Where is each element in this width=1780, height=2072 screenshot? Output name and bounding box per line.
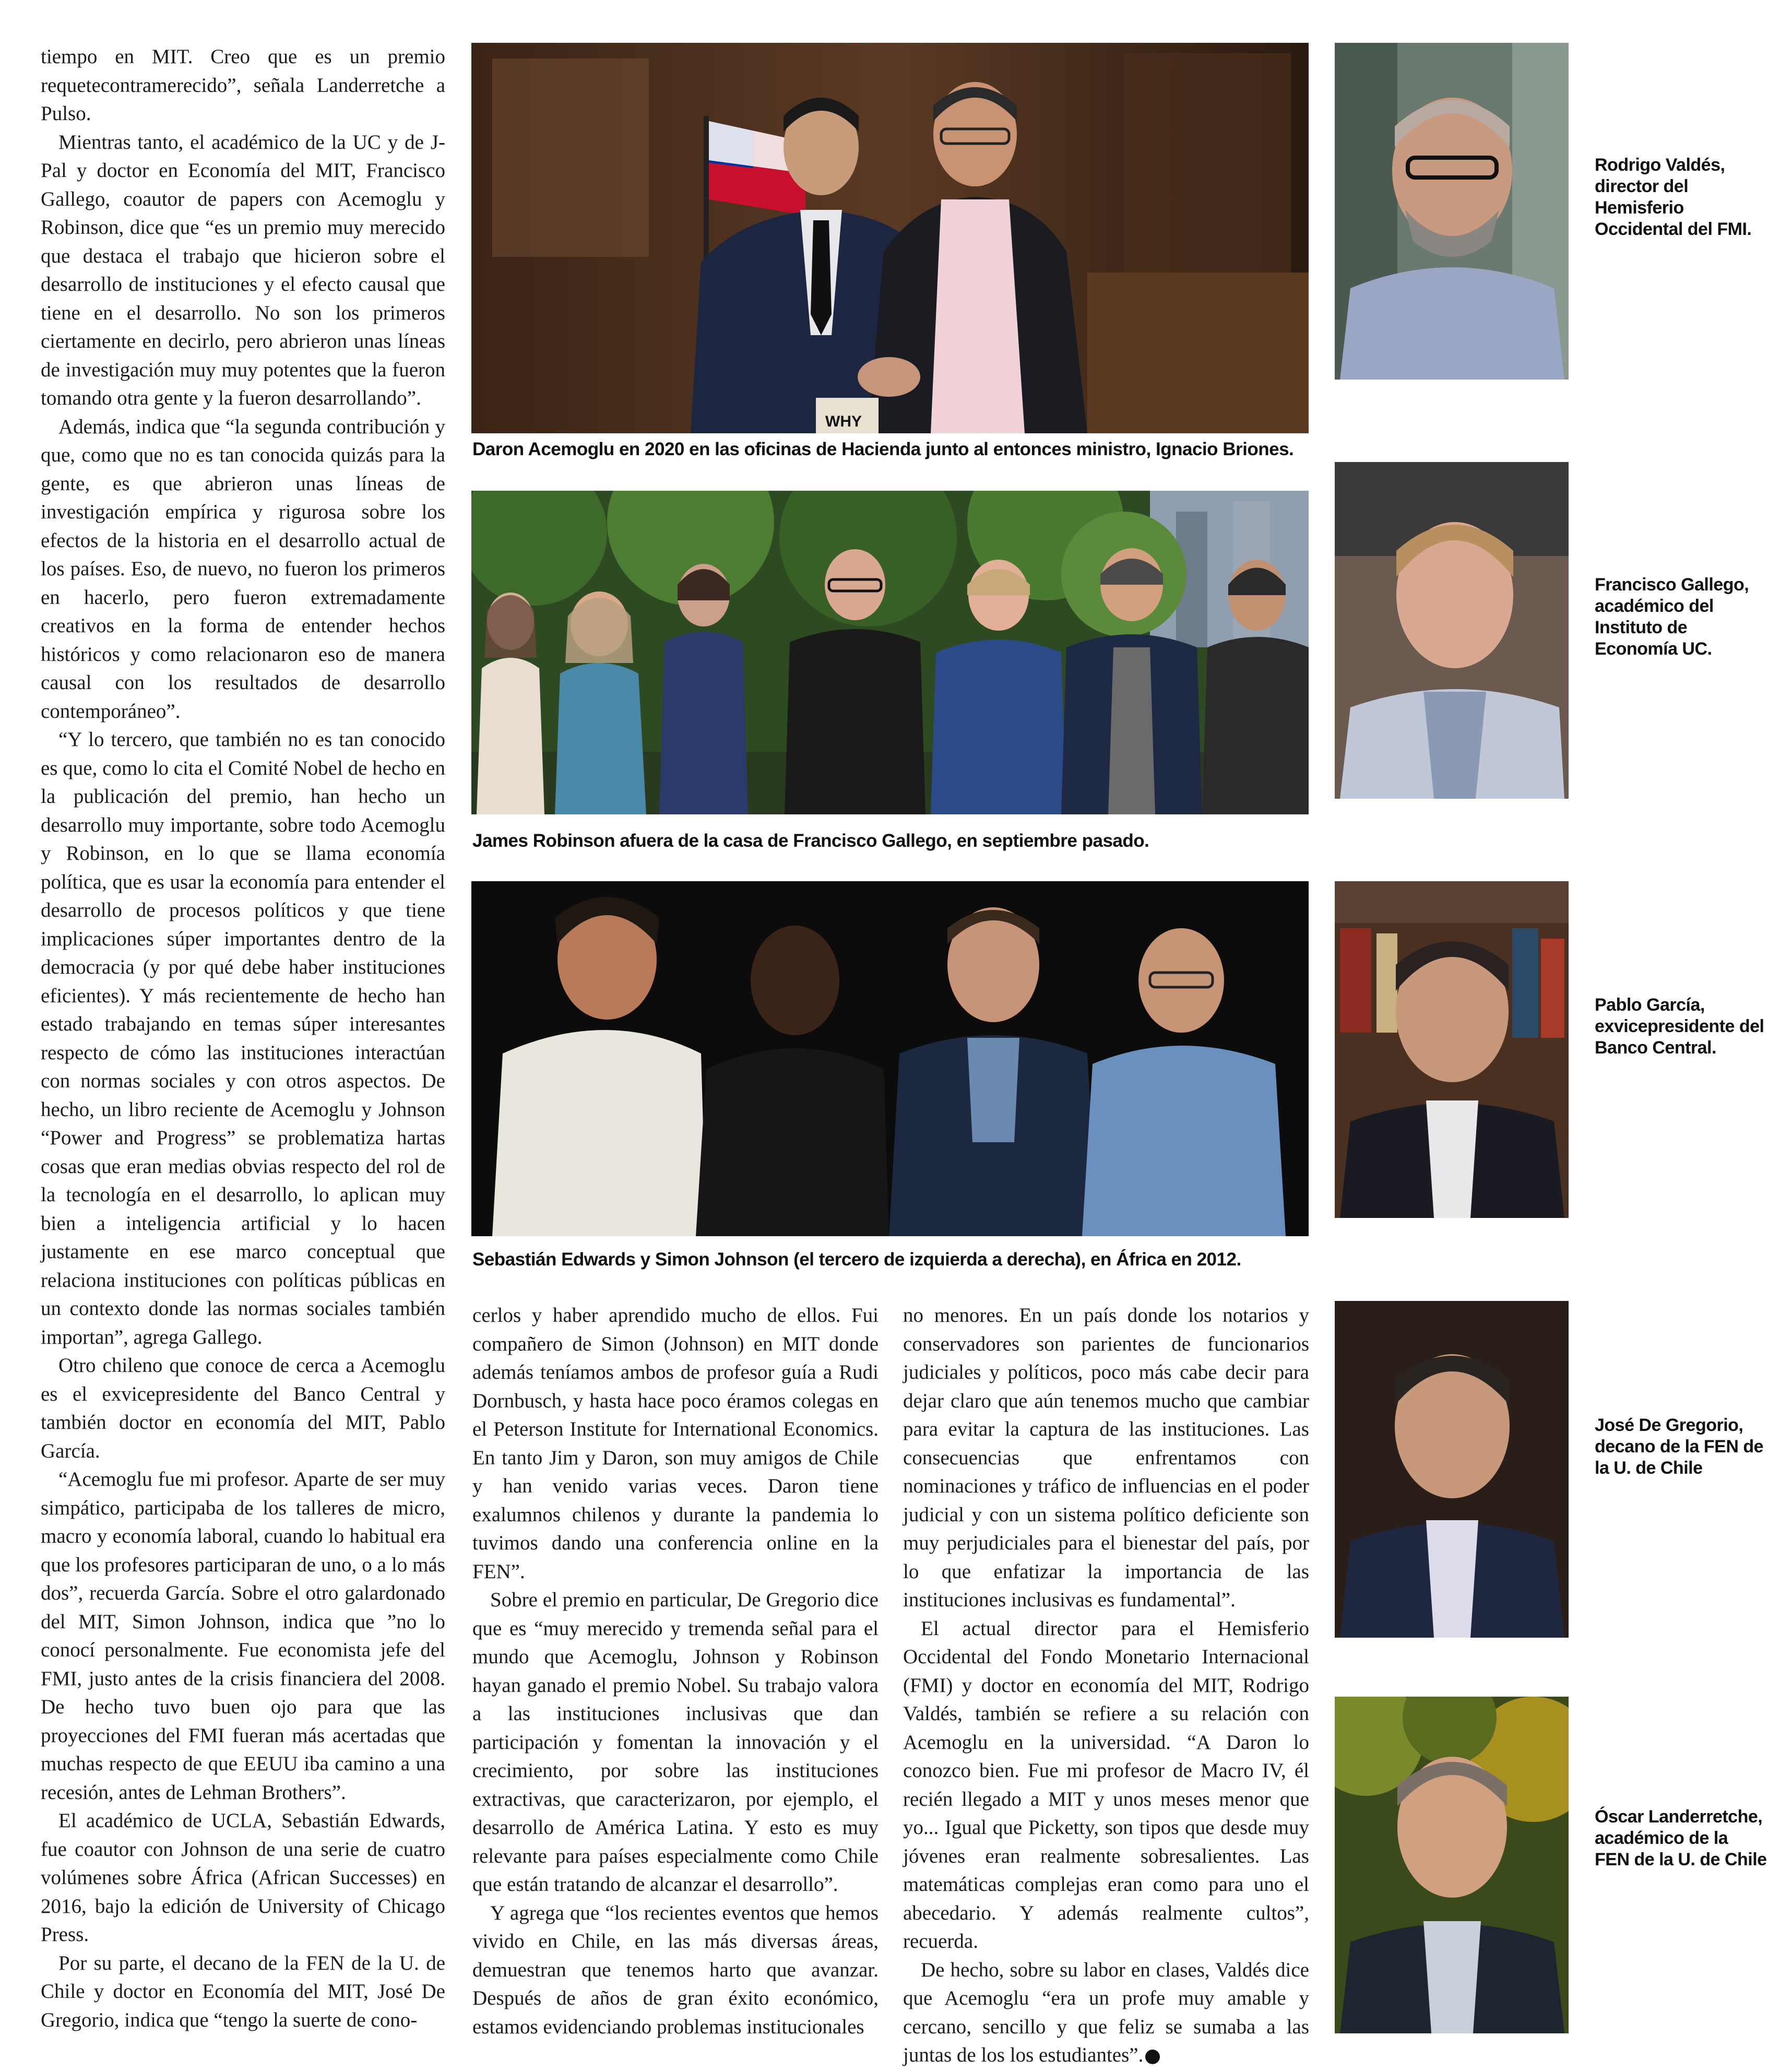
caption-photo-3: Sebastián Edwards y Simon Johnson (el tercero de izquierda a derecha), en África en 2012. — [472, 1249, 1241, 1270]
portrait-caption-landerretche: Óscar Landerretche, académico de la FEN de la U. de Chile — [1595, 1807, 1767, 1869]
article-column-3 — [903, 1301, 1309, 2070]
portrait-caption-de-gregorio: José De Gregorio, decano de la FEN de la U. de Chile — [1595, 1415, 1764, 1478]
paragraph: Otro chileno que conoce de cerca a Acemoglu es el exvicepresidente del Banco Central y también doctor en economía del MIT, Pablo García. — [41, 1354, 445, 1462]
photo-acemoglu-briones — [471, 43, 1309, 433]
article-column-2 — [472, 1301, 879, 2041]
portrait-francisco-gallego — [1335, 462, 1569, 799]
paragraph: El actual director para el Hemisferio Occidental del Fondo Monetario Internacional (FMI) y doctor en economía del MIT, Rodrigo Valdés, también se refiere a su relación con Acemoglu en la universidad. “A Daron lo conozco bien. Fue mi profesor de Macro IV, él recién llegado a MIT y unos meses menor que yo... Igual que Picketty, son tipos que desde muy jóvenes eran realmente sobresalientes. Las matemáticas complejas eran como para uno el abecedario. Y además realmente cultos”, recuerda. — [903, 1617, 1309, 1952]
paragraph: Además, indica que “la segunda contribución y que, como que no es tan conocida quizás para la gente, es que abrieron unas líneas de investigación empírica y rigurosa sobre los efectos de la historia en el desarrollo actual de los países. Eso, de nuevo, no fueron los primeros en hacerlo, pero fueron extremadamente creativos en la forma de entender hechos históricos y como relacionaron eso de manera causal con los resultados de desarrollo contemporáneo”. — [41, 415, 445, 723]
paragraph — [903, 1956, 1309, 2070]
book-text: WHY — [825, 413, 862, 430]
paragraph: “Acemoglu fue mi profesor. Aparte de ser muy simpático, participaba de los talleres de micro, macro y economía laboral, cuando lo habitual era que los profesores participaran de uno, o a lo más dos”, recuerda García. Sobre el otro galardonado del MIT, Simon Johnson, indica que ”no lo conocí personalmente. Fue economista jefe del FMI, justo antes de la crisis financiera del 2008. De hecho tuvo buen ojo para que las proyecciones del FMI fueran más acertadas que muchas respecto de que EEUU iba camino a una recesión, antes de Lehman Brothers”. — [41, 1468, 445, 1804]
paragraph: Mientras tanto, el académico de la UC y de J-Pal y doctor en Economía del MIT, Francisco Gallego, coautor de papers con Acemoglu y Robinson, dice que “es un premio muy merecido que destaca el trabajo que hicieron sobre el desarrollo de instituciones y el efecto causal que tiene en el desarrollo. No son los primeros ciertamente en decirlo, pero abrieron unas líneas de investigación muy muy potentes que la fueron tomando otra gente y la fueron desarrollando”. — [41, 131, 445, 409]
paragraph: El académico de UCLA, Sebastián Edwards, fue coautor con Johnson de una serie de cuatro volúmenes sobre África (African Successes) en 2016, bajo la edición de University of Chicago Press. — [41, 1809, 445, 1946]
article-column-1 — [41, 43, 445, 2034]
photo-robinson-gallego-house — [471, 491, 1309, 814]
photo-edwards-johnson-africa — [471, 881, 1309, 1236]
portrait-jose-de-gregorio — [1335, 1301, 1569, 1638]
paragraph: tiempo en MIT. Creo que es un premio requetecontramerecido”, señala Landerretche a Pulso. — [41, 45, 445, 125]
paragraph: cerlos y haber aprendido mucho de ellos. Fui compañero de Simon (Johnson) en MIT donde además teníamos ambos de profesor guía a Rudi Dornbusch, y hasta hace poco éramos colegas en el Peterson Institute for International Economics. En tanto Jim y Daron, son muy amigos de Chile y han venido varias veces. Daron tiene exalumnos chilenos y durante la pandemia lo tuvimos dando una conferencia online en la FEN”. — [472, 1304, 879, 1583]
paragraph: Y agrega que “los recientes eventos que hemos vivido en Chile, en las más diversas áreas, demuestran que tenemos harto que avanzar. Después de años de gran éxito económico, estamos evidenciando problemas institucionales — [472, 1901, 879, 2038]
paragraph: no menores. En un país donde los notarios y conservadores son parientes de funcionarios judiciales y políticos, poco más cabe decir para dejar claro que aún tenemos mucho que cambiar para evitar la captura de las instituciones. Las consecuencias que enfrentamos con nominaciones y tráfico de influencias en el poder judicial y con un sistema político deficiente son muy perjudiciales para el bienestar del país, por lo que enfatizar la importancia de las instituciones inclusivas es fundamental”. — [903, 1304, 1309, 1611]
portrait-caption-garcia: Pablo García, exvicepresidente del Banco Central. — [1595, 995, 1764, 1058]
paragraph-text: De hecho, sobre su labor en clases, Valdés dice que Acemoglu “era un profe muy amable y cercano, sencillo y que feliz se sumaba a las juntas de los los estudiantes”. — [903, 1958, 1309, 2066]
portrait-caption-gallego: Francisco Gallego, académico del Instituto de Economía UC. — [1595, 575, 1749, 659]
caption-photo-1: Daron Acemoglu en 2020 en las oficinas de Hacienda junto al entonces ministro, Ignacio Briones. — [472, 439, 1294, 459]
end-of-article-icon: P — [1145, 2050, 1160, 2064]
portrait-pablo-garcia — [1335, 881, 1569, 1218]
portrait-caption-valdes: Rodrigo Valdés, director del Hemisferio Occidental del FMI. — [1595, 155, 1752, 239]
caption-photo-2: James Robinson afuera de la casa de Francisco Gallego, en septiembre pasado. — [472, 831, 1149, 851]
paragraph: Por su parte, el decano de la FEN de la U. de Chile y doctor en Economía del MIT, José De Gregorio, indica que “tengo la suerte de cono- — [41, 1951, 445, 2031]
paragraph: Sobre el premio en particular, De Gregorio dice que es “muy merecido y tremenda señal para el mundo que Acemoglu, Johnson y Robinson hayan ganado el premio Nobel. Su trabajo valora a las instituciones inclusivas que dan participación y fomentan la innovación y el crecimiento, por sobre las instituciones extractivas, que caracterizaron, por ejemplo, el desarrollo de América Latina. Y esto es muy relevante para países especialmente como Chile que están tratando de alcanzar el desarrollo”. — [472, 1589, 879, 1896]
portrait-rodrigo-valdes — [1335, 43, 1569, 380]
paragraph: “Y lo tercero, que también no es tan conocido es que, como lo cita el Comité Nobel de hecho en la publicación del premio, han hecho un desarrollo muy importante, sobre todo Acemoglu y Robinson, en lo que se llama economía política, que es usar la economía para entender el desarrollo de procesos políticos y que tiene implicaciones súper importantes dentro de la democracia (y por qué debe haber instituciones eficientes). Y más recientemente de hecho han estado trabajando en temas súper interesantes respecto de cómo las instituciones interactúan con normas sociales y con otros aspectos. De hecho, un libro reciente de Acemoglu y Johnson “Power and Progress” se problematiza hartas cosas que eran medias obvias respecto del rol de la tecnología en el desarrollo, lo aplican muy bien a inteligencia artificial y lo hacen justamente en ese marco conceptual que relaciona instituciones con políticas públicas en un contexto donde las normas sociales también importan”, agrega Gallego. — [41, 728, 445, 1348]
portrait-oscar-landerretche — [1335, 1697, 1569, 2033]
